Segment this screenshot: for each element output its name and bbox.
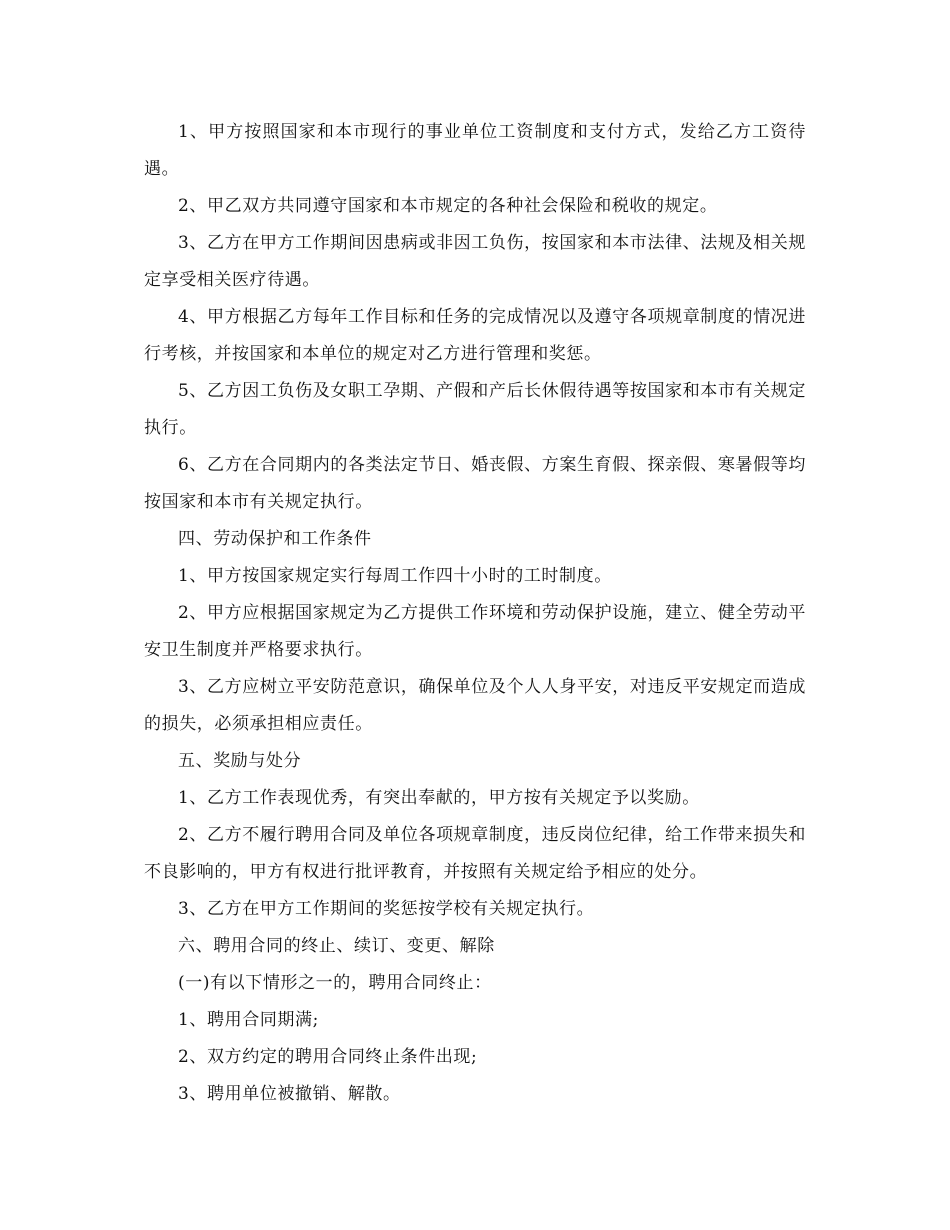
list-item-employer-dissolved: 3、聘用单位被撤销、解散。 bbox=[178, 1084, 401, 1104]
paragraph-salary: 1、甲方按照国家和本市现行的事业单位工资制度和支付方式，发给乙方工资待遇。 bbox=[144, 122, 806, 179]
section-heading-labor-protection: 四、劳动保护和工作条件 bbox=[178, 529, 372, 549]
paragraph-rewards: 1、乙方工作表现优秀，有突出奉献的，甲方按有关规定予以奖励。 bbox=[178, 788, 700, 808]
paragraph-insurance-tax: 2、甲乙双方共同遵守国家和本市规定的各种社会保险和税收的规定。 bbox=[178, 196, 718, 216]
list-item-contract-expiry: 1、聘用合同期满; bbox=[178, 1010, 319, 1030]
paragraph-work-environment: 2、甲方应根据国家规定为乙方提供工作环境和劳动保护设施，建立、健全劳动平安卫生制度并严格要求执行。 bbox=[144, 603, 806, 660]
list-item-agreed-condition: 2、双方约定的聘用合同终止条件出现; bbox=[178, 1047, 478, 1067]
document-body bbox=[144, 114, 806, 1113]
paragraph-working-hours: 1、甲方按国家规定实行每周工作四十小时的工时制度。 bbox=[178, 566, 612, 586]
paragraph-holidays: 6、乙方在合同期内的各类法定节日、婚丧假、方案生育假、探亲假、寒暑假等均按国家和本市有关规定执行。 bbox=[144, 455, 806, 512]
paragraph-assessment: 4、甲方根据乙方每年工作目标和任务的完成情况以及遵守各项规章制度的情况进行考核，并按国家和本单位的规定对乙方进行管理和奖惩。 bbox=[144, 307, 806, 364]
section-heading-rewards-penalties: 五、奖励与处分 bbox=[178, 751, 302, 771]
paragraph-safety-awareness: 3、乙方应树立平安防范意识，确保单位及个人人身平安，对违反平安规定而造成的损失，必须承担相应责任。 bbox=[144, 677, 806, 734]
paragraph-termination-conditions: (一)有以下情形之一的，聘用合同终止： bbox=[178, 973, 492, 993]
paragraph-school-rules: 3、乙方在甲方工作期间的奖惩按学校有关规定执行。 bbox=[178, 899, 595, 919]
paragraph-medical: 3、乙方在甲方工作期间因患病或非因工负伤，按国家和本市法律、法规及相关规定享受相关医疗待遇。 bbox=[144, 233, 806, 290]
paragraph-injury-maternity: 5、乙方因工负伤及女职工孕期、产假和产后长休假待遇等按国家和本市有关规定执行。 bbox=[144, 381, 806, 438]
paragraph-penalties: 2、乙方不履行聘用合同及单位各项规章制度，违反岗位纪律，给工作带来损失和不良影响的，甲方有权进行批评教育，并按照有关规定给予相应的处分。 bbox=[144, 825, 806, 882]
section-heading-contract-termination: 六、聘用合同的终止、续订、变更、解除 bbox=[178, 936, 495, 956]
